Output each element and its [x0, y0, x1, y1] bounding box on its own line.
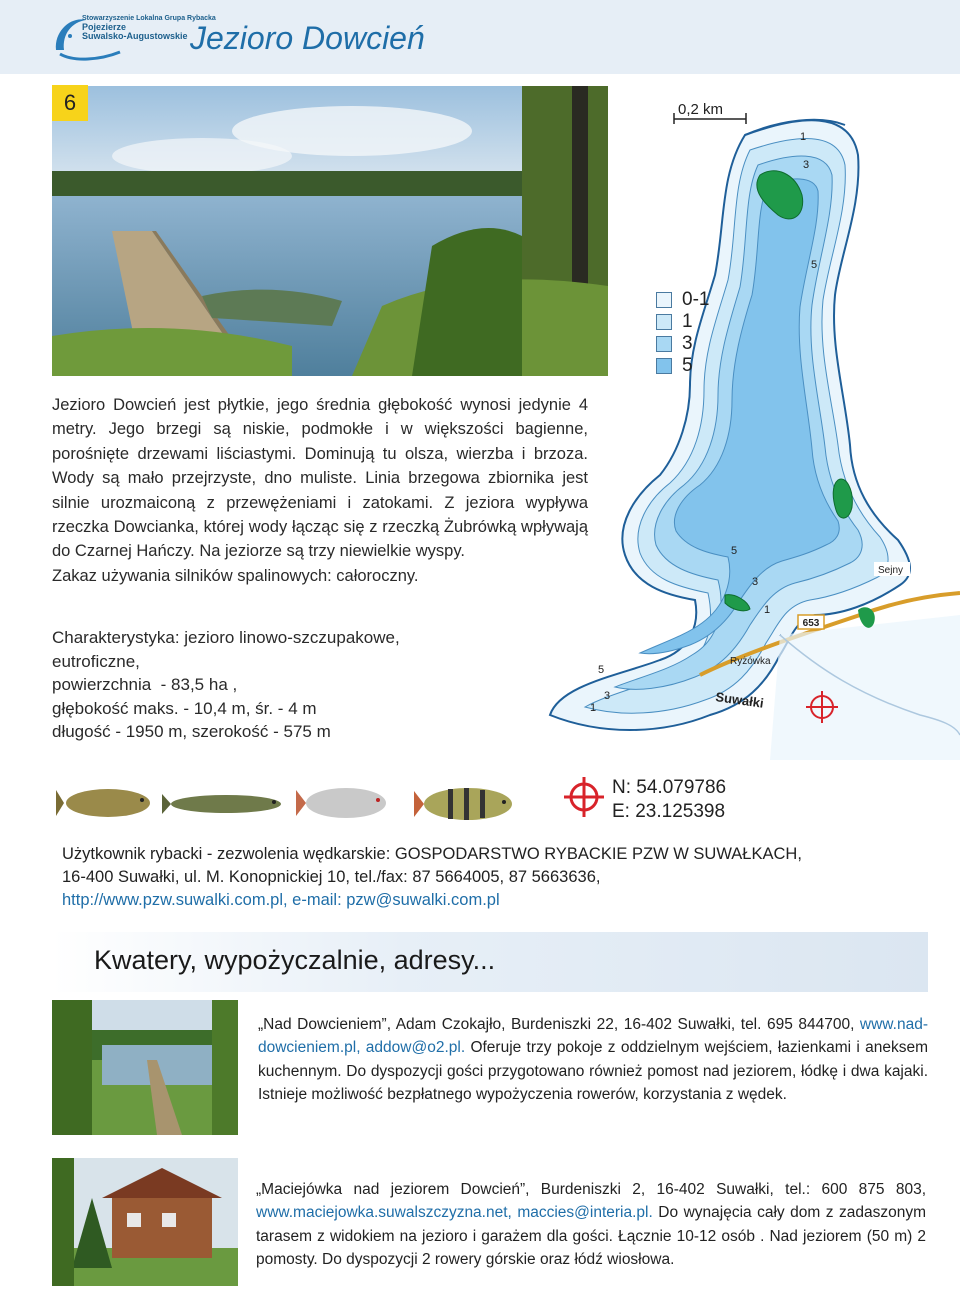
- legend-swatch: [656, 336, 672, 352]
- legend-label: 0-1: [682, 289, 710, 310]
- characteristic-line: eutroficzne,: [52, 651, 140, 671]
- scale-label: 0,2 km: [678, 101, 724, 118]
- village-ryzowka-label: Ryżówka: [730, 656, 771, 667]
- fishing-owner-info: [62, 843, 922, 912]
- longitude: E: 23.125398: [612, 801, 726, 822]
- entry-description: Do wynajęcia cały dom z zadaszonym tarasem z widokiem na jezioro i garażem dla gości. Łącznie 10-12 osób . Nad jeziorem (50 m) 2 pomosty. Do dyspozycji 2 rowery górskie oraz łódź wiosłowa.: [256, 1204, 927, 1268]
- roach-fish-icon: [296, 788, 386, 818]
- depth-label: 5: [811, 259, 818, 271]
- town-suwalki-label: Suwałki: [714, 689, 765, 711]
- intro-text-block: [52, 393, 588, 588]
- page-number-badge: 6: [52, 85, 88, 121]
- legend-entry: [656, 289, 709, 311]
- intro-paragraph: Jezioro Dowcień jest płytkie, jego średnia głębokość wynosi jedynie 4 metry. Jego brzegi są niskie, podmokłe i w większości bagienne, porośnięte drzewami liściastymi. Dominują tu olsza, wierzba i brzoza. Wody są mało przejrzyste, dno muliste. Linia brzegowa zbiornika jest silnie urozmaiconą z przewężeniami i zatokami. Z jeziora wypływa rzeczka Dowcianka, której wody łącząc się z rzeczką Żubrówką wpływają do Czarnej Hańczy. Na jeziorze są trzy niewielkie wyspy.: [52, 396, 588, 561]
- depth-legend: [656, 289, 709, 377]
- owner-links[interactable]: http://www.pzw.suwalki.com.pl, e-mail: pzw@suwalki.com.pl: [62, 891, 500, 909]
- logo-line1: Stowarzyszenie Lokalna Grupa Rybacka: [82, 15, 216, 22]
- accommodation-entry: [258, 1013, 928, 1106]
- page-title: Jezioro Dowcień: [190, 20, 425, 56]
- legend-label: 5: [682, 355, 693, 376]
- legend-entry: [656, 333, 709, 355]
- depth-label: 5: [598, 664, 605, 676]
- entry-name: „Nad Dowcieniem”, Adam Czokajło, Burdeniszki 22, 16-402 Suwałki, tel. 695 844700,: [258, 1016, 855, 1033]
- entry-links[interactable]: www.maciejowka.suwalszczyzna.net, maccies@interia.pl.: [256, 1204, 653, 1222]
- legend-label: 1: [682, 311, 693, 332]
- fish-species-illustrations: [56, 778, 526, 828]
- legend-label: 3: [682, 333, 693, 354]
- characteristic-line: długość - 1950 m, szerokość - 575 m: [52, 722, 331, 741]
- gps-coordinates: [612, 776, 726, 824]
- entry-links[interactable]: www.nad-dowcieniem.pl, addow@o2.pl.: [258, 1016, 928, 1057]
- entry-name: „Maciejówka nad jeziorem Dowcień”, Burdeniszki 2, 16-402 Suwałki, tel.: 600 875 803,: [256, 1181, 926, 1198]
- legend-swatch: [656, 314, 672, 330]
- depth-label: 3: [752, 576, 759, 588]
- legend-swatch: [656, 358, 672, 374]
- lake-pier-photo: [52, 86, 608, 376]
- pike-fish-icon: [162, 794, 281, 814]
- logo-line2: Pojezierze: [82, 22, 127, 32]
- lake-depth-map: [540, 95, 960, 770]
- depth-label: 1: [590, 702, 597, 714]
- lake-characteristics: [52, 626, 552, 744]
- latitude: N: 54.079786: [612, 777, 727, 798]
- depth-label: 1: [800, 131, 807, 143]
- motor-ban-text: Zakaz używania silników spalinowych: całoroczny.: [52, 566, 419, 585]
- logo-line3: Suwalsko-Augustowskie: [82, 31, 188, 41]
- legend-entry: [656, 311, 709, 333]
- section-title: Kwatery, wypożyczalnie, adresy...: [94, 945, 496, 975]
- depth-label: 1: [764, 604, 771, 616]
- depth-label: 5: [731, 545, 738, 557]
- road-number-label: 653: [802, 618, 820, 629]
- owner-line: 16-400 Suwałki, ul. M. Konopnickiej 10, tel./fax: 87 5664005, 87 5663636,: [62, 868, 601, 886]
- accommodation-entry: [256, 1178, 926, 1271]
- entry-description: Oferuje trzy pokoje z oddzielnym wejściem, łazienkami i aneksem kuchennym. Do dyspozycji gości przygotowano również pomost nad jeziorem, łódkę i dwa kajaki. Istnieje możliwość bezpłatnego wypożyczenia rowerów, korzystania z wędek.: [258, 1039, 928, 1103]
- depth-label: 3: [803, 159, 810, 171]
- perch-fish-icon: [414, 788, 512, 820]
- characteristic-line: powierzchnia - 83,5 ha ,: [52, 675, 238, 694]
- wooden-house-photo: [52, 1158, 238, 1286]
- owner-line: Użytkownik rybacki - zezwolenia wędkarskie: GOSPODARSTWO RYBACKIE PZW W SUWAŁKACH,: [62, 845, 802, 863]
- town-sejny-label: Sejny: [878, 565, 904, 576]
- characteristic-line: głębokość maks. - 10,4 m, śr. - 4 m: [52, 698, 317, 718]
- depth-label: 3: [604, 690, 611, 702]
- legend-swatch: [656, 292, 672, 308]
- tench-fish-icon: [56, 789, 150, 817]
- pier-lake-photo: [52, 1000, 238, 1135]
- legend-entry: [656, 355, 709, 377]
- characteristic-line: Charakterystyka: jezioro linowo-szczupakowe,: [52, 628, 400, 647]
- crosshair-icon: [562, 775, 606, 819]
